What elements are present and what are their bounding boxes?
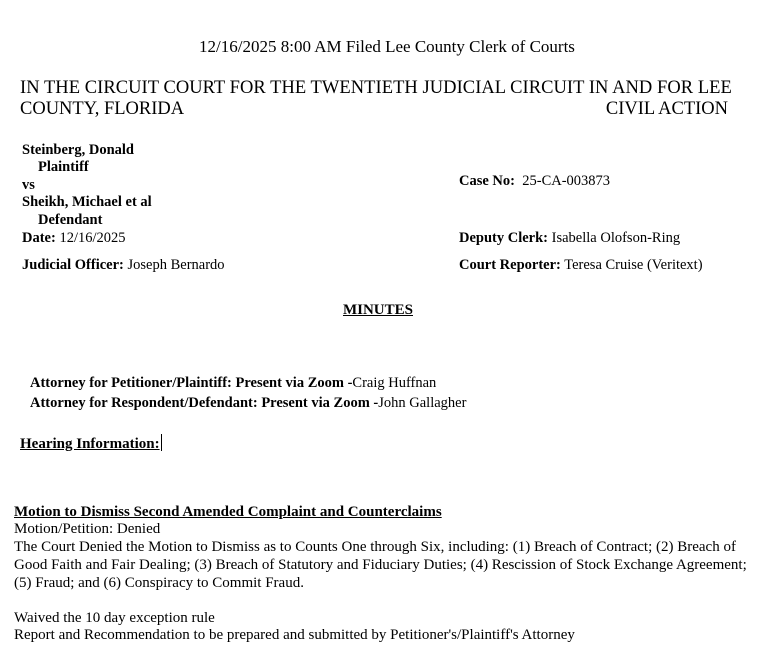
respondent-attorney-label: Attorney for Respondent/Defendant: Present via Zoom - [30,395,379,411]
court-caption-line2: COUNTY, FLORIDA [20,99,185,119]
hearing-information-label: Hearing Information: [20,436,160,452]
motion-detail-line1: The Court Denied the Motion to Dismiss as to Counts One through Six, including: (1) Breach of Contract; (2) Breach of [14,539,736,555]
court-reporter-label: Court Reporter: [459,257,561,273]
report-recommendation: Report and Recommendation to be prepared and submitted by Petitioner's/Plaintiff's Attorney [14,627,575,643]
judicial-officer [22,257,225,274]
date-label: Date: [22,230,56,246]
civil-action-label: CIVIL ACTION [605,99,728,119]
petitioner-attorney-label: Attorney for Petitioner/Plaintiff: Present via Zoom - [30,375,353,391]
defendant-role: Defendant [38,212,103,228]
court-reporter-value: Teresa Cruise (Veritext) [564,257,703,273]
hearing-date [22,230,126,247]
deputy-clerk [459,230,680,247]
case-number-value: 25-CA-003873 [522,173,611,189]
judicial-officer-value: Joseph Bernardo [127,257,225,273]
deputy-clerk-label: Deputy Clerk: [459,230,549,246]
defendant-name: Sheikh, Michael et al [22,194,152,210]
exception-waiver: Waived the 10 day exception rule [14,610,215,626]
plaintiff-role: Plaintiff [38,159,89,175]
versus-label: vs [22,177,35,193]
filing-stamp: 12/16/2025 8:00 AM Filed Lee County Clerk of Courts [199,37,575,56]
petitioner-attorney [30,375,436,392]
plaintiff-name: Steinberg, Donald [22,142,134,158]
deputy-clerk-value: Isabella Olofson-Ring [551,230,681,246]
respondent-attorney [30,395,466,412]
court-reporter [459,257,703,274]
judicial-officer-label: Judicial Officer: [22,257,124,273]
hearing-information-heading [20,434,162,453]
date-value: 12/16/2025 [59,230,126,246]
motion-ruling: Motion/Petition: Denied [14,521,161,537]
respondent-attorney-name: John Gallagher [378,395,467,411]
court-caption-line1: IN THE CIRCUIT COURT FOR THE TWENTIETH JUDICIAL CIRCUIT IN AND FOR LEE [20,78,732,98]
case-number-label: Case No: [459,173,515,189]
motion-detail-line3: (5) Fraud; and (6) Conspiracy to Commit Fraud. [14,575,304,591]
petitioner-attorney-name: Craig Huffnan [352,375,437,391]
text-cursor [161,434,162,451]
motion-detail-line2: Good Faith and Fair Dealing; (3) Breach of Statutory and Fiduciary Duties; (4) Rescission of Stock Exchange Agreement; [14,557,747,573]
case-number [459,173,610,190]
motion-title: Motion to Dismiss Second Amended Complaint and Counterclaims [14,504,442,520]
minutes-title: MINUTES [342,302,413,318]
